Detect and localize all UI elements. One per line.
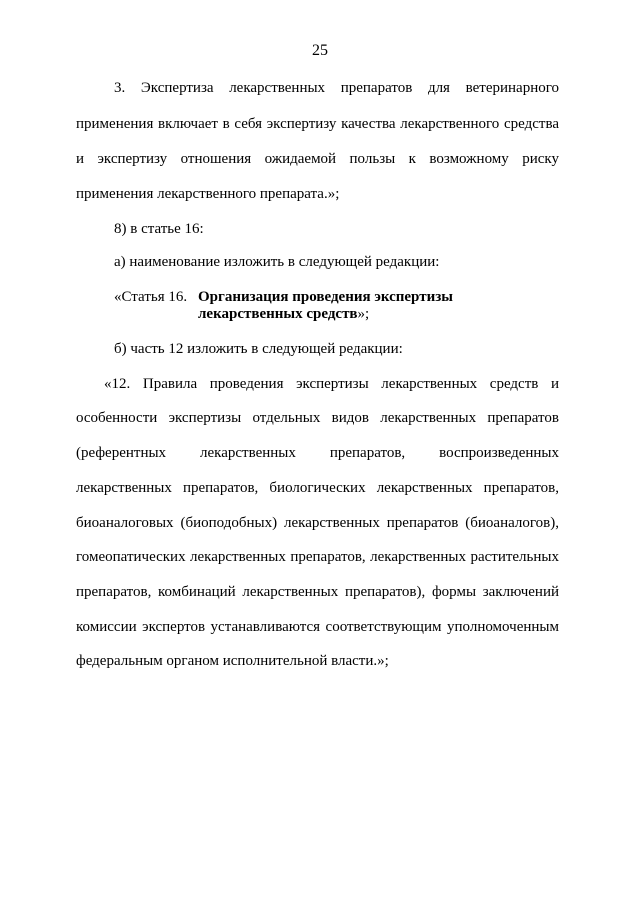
part-12-line-8: комиссии экспертов устанавливаются соответствующим уполномоченным (76, 619, 559, 635)
article-title-line-1: Организация проведения экспертизы (198, 289, 453, 305)
article-title-line-2-text: лекарственных средств (198, 306, 358, 322)
article-title-line-2-suffix: »; (357, 306, 370, 322)
part-12-line-3: (референтных лекарственных препаратов, воспроизведенных (76, 445, 559, 461)
part-12-line-1: «12. Правила проведения экспертизы лекарственных средств и (104, 376, 559, 392)
paragraph-3-line-4: применения лекарственного препарата.»; (76, 186, 340, 202)
part-12-line-2: особенности экспертизы отдельных видов лекарственных препаратов (76, 410, 559, 426)
part-12-line-9: федеральным органом исполнительной власти.»; (76, 653, 389, 669)
item-b: б) часть 12 изложить в следующей редакции: (114, 341, 403, 357)
paragraph-3-line-2: применения включает в себя экспертизу качества лекарственного средства (76, 116, 559, 132)
paragraph-3-line-3: и экспертизу отношения ожидаемой пользы к возможному риску (76, 151, 559, 167)
article-title-line-2 (198, 305, 369, 323)
item-a: а) наименование изложить в следующей редакции: (114, 254, 440, 270)
article-label: «Статья 16. (114, 289, 188, 305)
item-8: 8) в статье 16: (114, 221, 204, 237)
part-12-line-5: биоаналоговых (биоподобных) лекарственных препаратов (биоаналогов), (76, 515, 559, 531)
part-12-line-6: гомеопатических лекарственных препаратов, лекарственных растительных (76, 549, 559, 565)
paragraph-3-line-1: 3. Экспертиза лекарственных препаратов для ветеринарного (114, 80, 559, 96)
page-number: 25 (312, 42, 328, 59)
part-12-line-7: препаратов, комбинаций лекарственных препаратов), формы заключений (76, 584, 559, 600)
part-12-line-4: лекарственных препаратов, биологических лекарственных препаратов, (76, 480, 559, 496)
